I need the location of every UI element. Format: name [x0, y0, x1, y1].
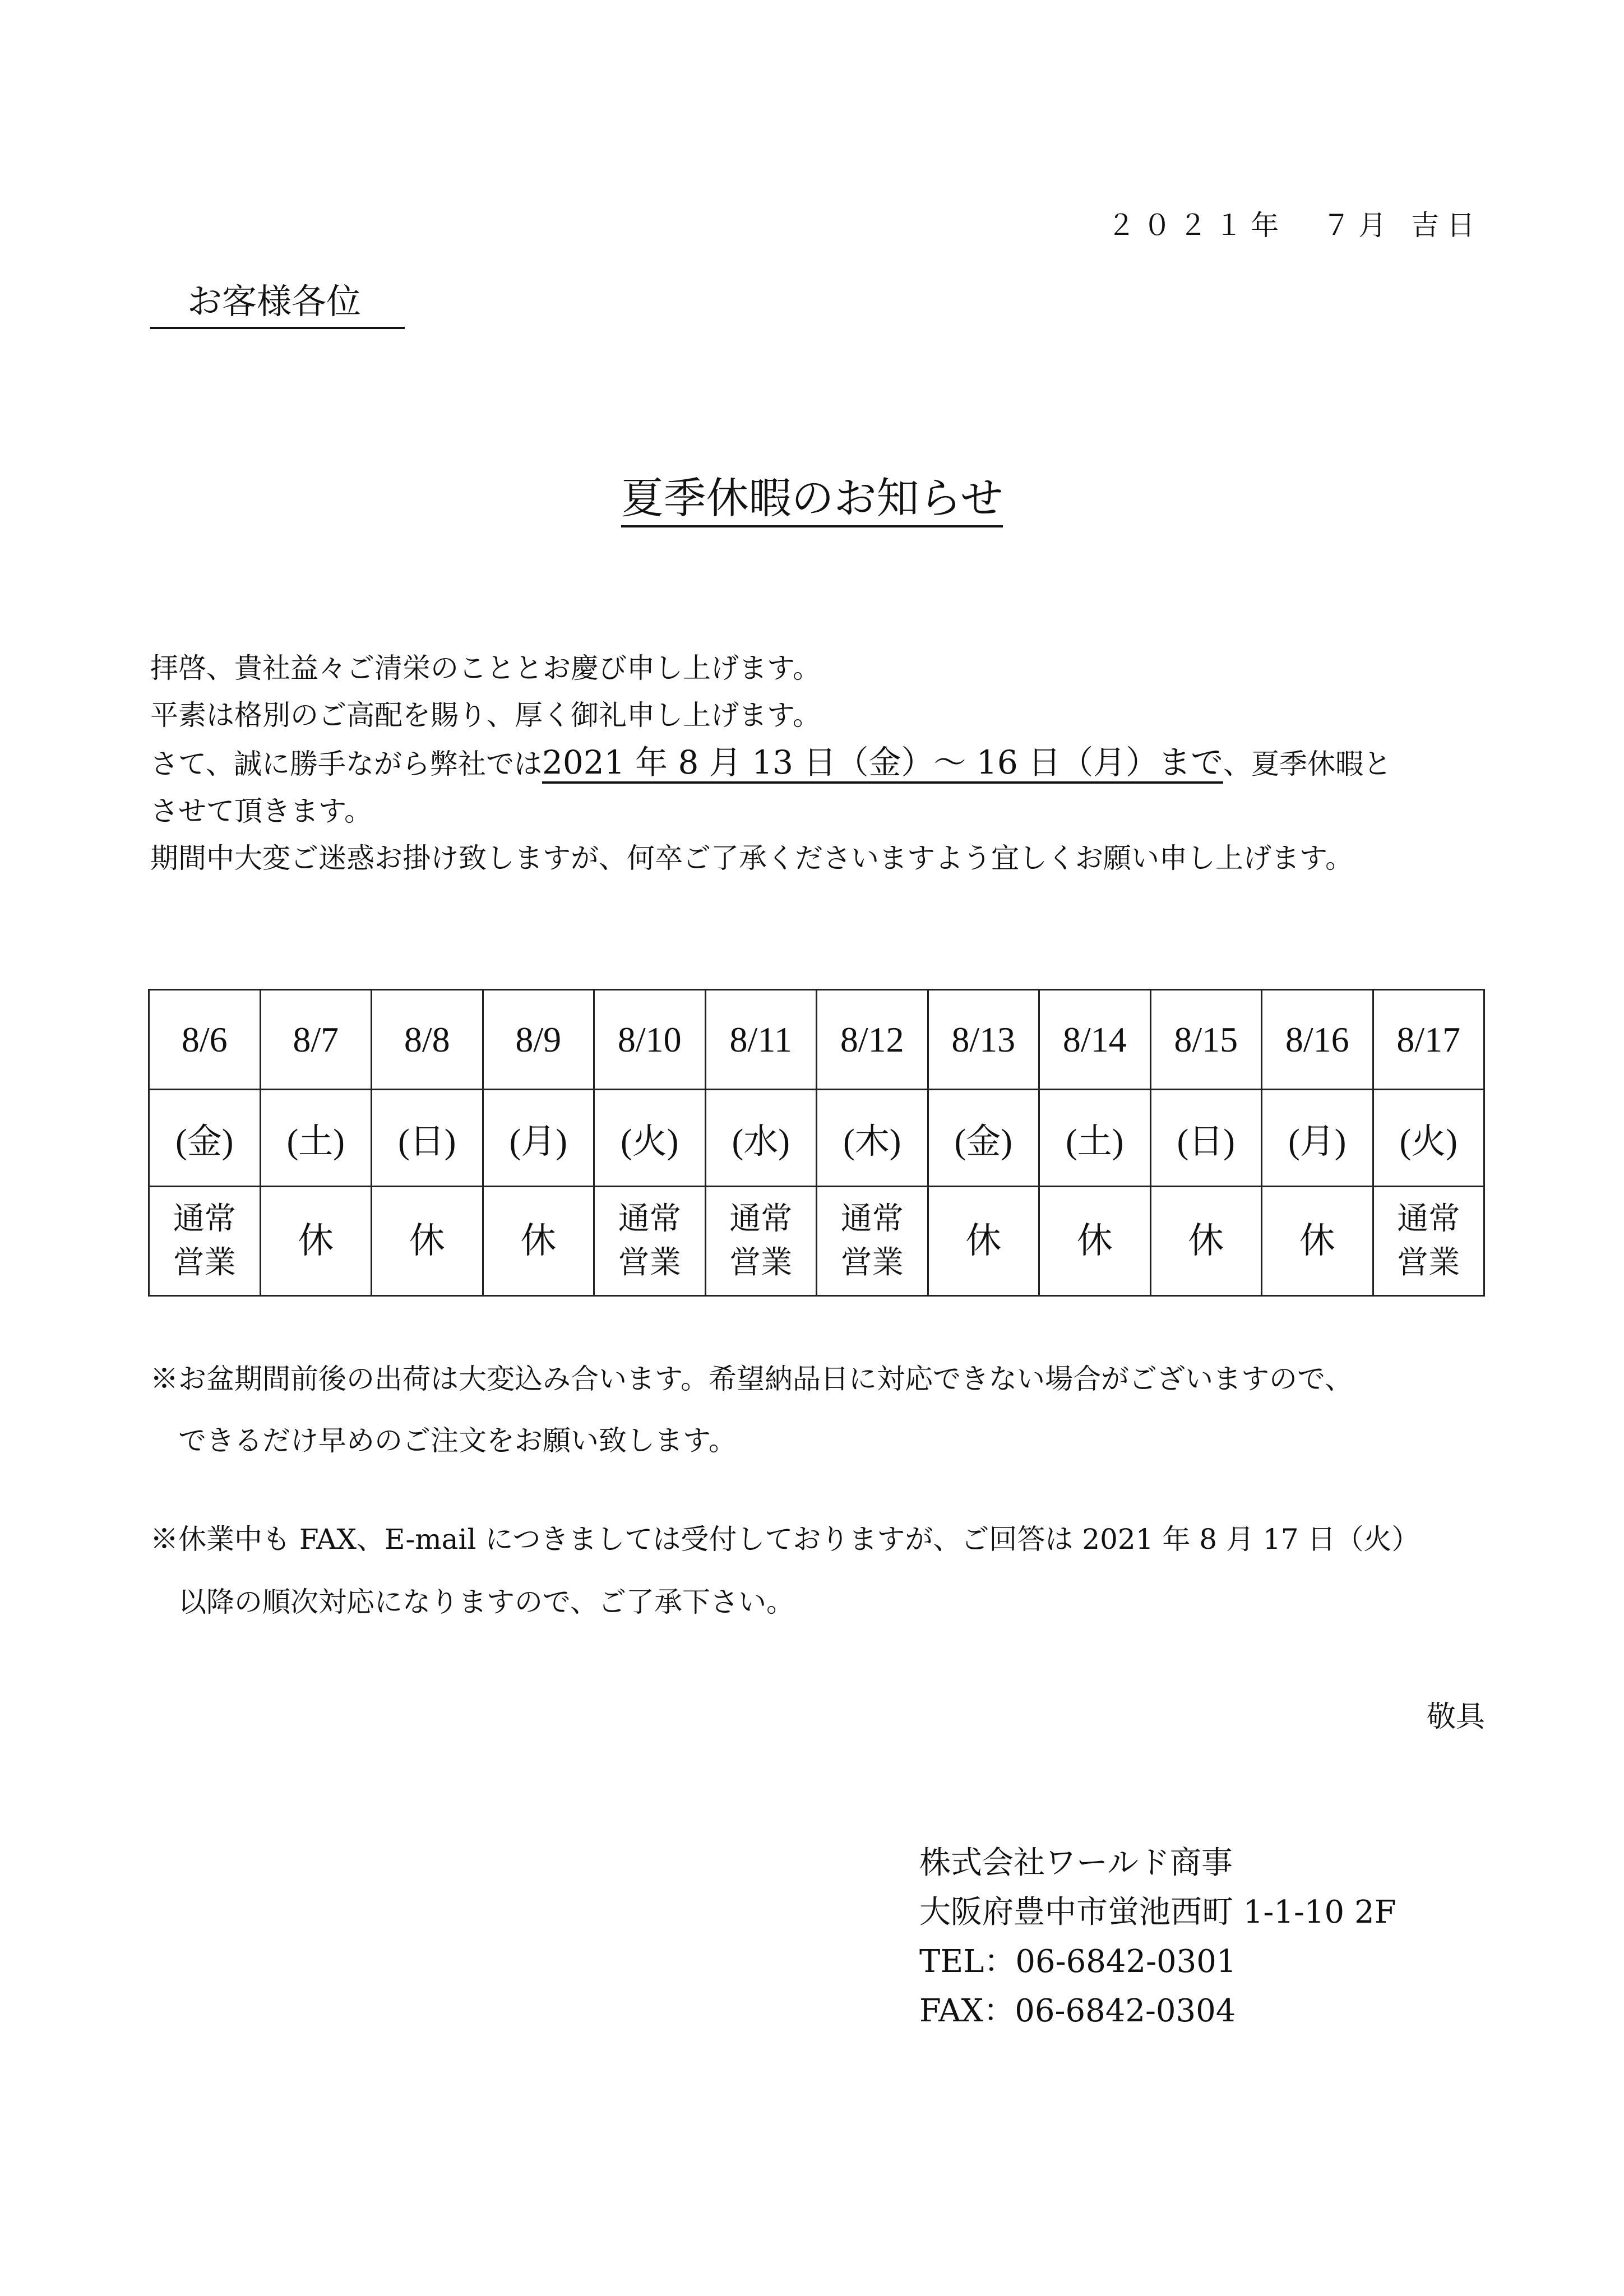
shipping-note [150, 1348, 1353, 1471]
closing-word: 敬具 [1426, 1700, 1485, 1734]
shipping-note-line-2: できるだけ早めのご注文をお願い致します。 [178, 1424, 737, 1457]
page-title [0, 464, 1624, 525]
date-row [149, 990, 1484, 1090]
status-label: 通常営業 [840, 1202, 904, 1280]
weekday-cell: (木) [817, 1090, 928, 1187]
contact-note-line-1: ※休業中も FAX、E-mail につきましては受付しておりますが、ご回答は 2021 年 8 月 17 日（火） [150, 1523, 1420, 1556]
weekday-cell: (日) [1150, 1090, 1262, 1187]
date-cell: 8/17 [1373, 990, 1484, 1090]
holiday-period: 2021 年 8 月 13 日（金）～ 16 日（月）まで [542, 743, 1223, 784]
date-cell: 8/10 [594, 990, 706, 1090]
date-cell: 8/16 [1262, 990, 1373, 1090]
body-line-4: させて頂きます。 [150, 795, 372, 827]
company-tel: TEL：06-6842-0301 [919, 1943, 1237, 1980]
body-line-3-prefix: さて、誠に勝手ながら弊社では [150, 748, 542, 780]
date-cell: 8/11 [705, 990, 817, 1090]
weekday-cell: (水) [705, 1090, 817, 1187]
body-line-3 [150, 739, 1496, 788]
date-cell: 8/15 [1150, 990, 1262, 1090]
body-line-1: 拝啓、貴社益々ご清栄のこととお慶び申し上げます。 [150, 652, 821, 684]
company-address: 大阪府豊中市蛍池西町 1-1-10 2F [919, 1894, 1396, 1931]
weekday-cell: (土) [1039, 1090, 1151, 1187]
date-cell: 8/6 [149, 990, 261, 1090]
weekday-cell: (火) [1373, 1090, 1484, 1187]
status-cell [1150, 1187, 1262, 1296]
body-line-3-suffix: 、夏季休暇と [1223, 748, 1392, 780]
date-cell: 8/14 [1039, 990, 1151, 1090]
date-cell: 8/7 [260, 990, 372, 1090]
addressee-text: お客様各位 [150, 274, 405, 329]
status-cell [705, 1187, 817, 1296]
contact-note [150, 1508, 1419, 1633]
weekday-cell: (日) [372, 1090, 483, 1187]
date-cell: 8/8 [372, 990, 483, 1090]
weekday-cell: (月) [483, 1090, 594, 1187]
status-label: 休 [1299, 1221, 1335, 1261]
holiday-schedule-table [148, 989, 1485, 1297]
contact-note-line-2: 以降の順次対応になりますので、ご了承下さい。 [178, 1586, 794, 1618]
status-cell [372, 1187, 483, 1296]
status-cell [1373, 1187, 1484, 1296]
status-label: 通常営業 [1397, 1202, 1460, 1280]
status-label: 通常営業 [729, 1202, 793, 1280]
weekday-cell: (月) [1262, 1090, 1373, 1187]
status-label: 休 [520, 1221, 557, 1261]
company-info [919, 1839, 1396, 2036]
status-cell [483, 1187, 594, 1296]
weekday-row [149, 1090, 1484, 1187]
page-title-text: 夏季休暇のお知らせ [621, 473, 1003, 527]
status-label: 通常営業 [173, 1202, 236, 1280]
addressee [150, 274, 405, 329]
body-line-5: 期間中大変ご迷惑お掛け致しますが、何卒ご了承くださいますよう宜しくお願い申し上げます。 [150, 842, 1353, 874]
date-cell: 8/13 [928, 990, 1039, 1090]
shipping-note-line-1: ※お盆期間前後の出荷は大変込み合います。希望納品日に対応できない場合がございますので、 [150, 1363, 1353, 1395]
status-cell [260, 1187, 372, 1296]
date-cell: 8/12 [817, 990, 928, 1090]
document-date: ２０２１年 ７月 吉日 [1107, 209, 1483, 242]
status-cell [1039, 1187, 1151, 1296]
status-label: 休 [1188, 1221, 1224, 1261]
status-label: 通常営業 [618, 1202, 681, 1280]
weekday-cell: (火) [594, 1090, 706, 1187]
status-cell [149, 1187, 261, 1296]
weekday-cell: (金) [928, 1090, 1039, 1187]
status-label: 休 [1076, 1221, 1113, 1261]
status-cell [928, 1187, 1039, 1296]
status-label: 休 [965, 1221, 1002, 1261]
body-text [150, 645, 1496, 882]
status-label: 休 [409, 1221, 445, 1261]
status-cell [594, 1187, 706, 1296]
status-cell [1262, 1187, 1373, 1296]
body-line-2: 平素は格別のご高配を賜り、厚く御礼申し上げます。 [150, 699, 821, 732]
status-cell [817, 1187, 928, 1296]
status-label: 休 [298, 1221, 334, 1261]
status-row [149, 1187, 1484, 1296]
weekday-cell: (土) [260, 1090, 372, 1187]
weekday-cell: (金) [149, 1090, 261, 1187]
company-name: 株式会社ワールド商事 [919, 1845, 1233, 1881]
company-fax: FAX：06-6842-0304 [919, 1993, 1236, 2029]
date-cell: 8/9 [483, 990, 594, 1090]
